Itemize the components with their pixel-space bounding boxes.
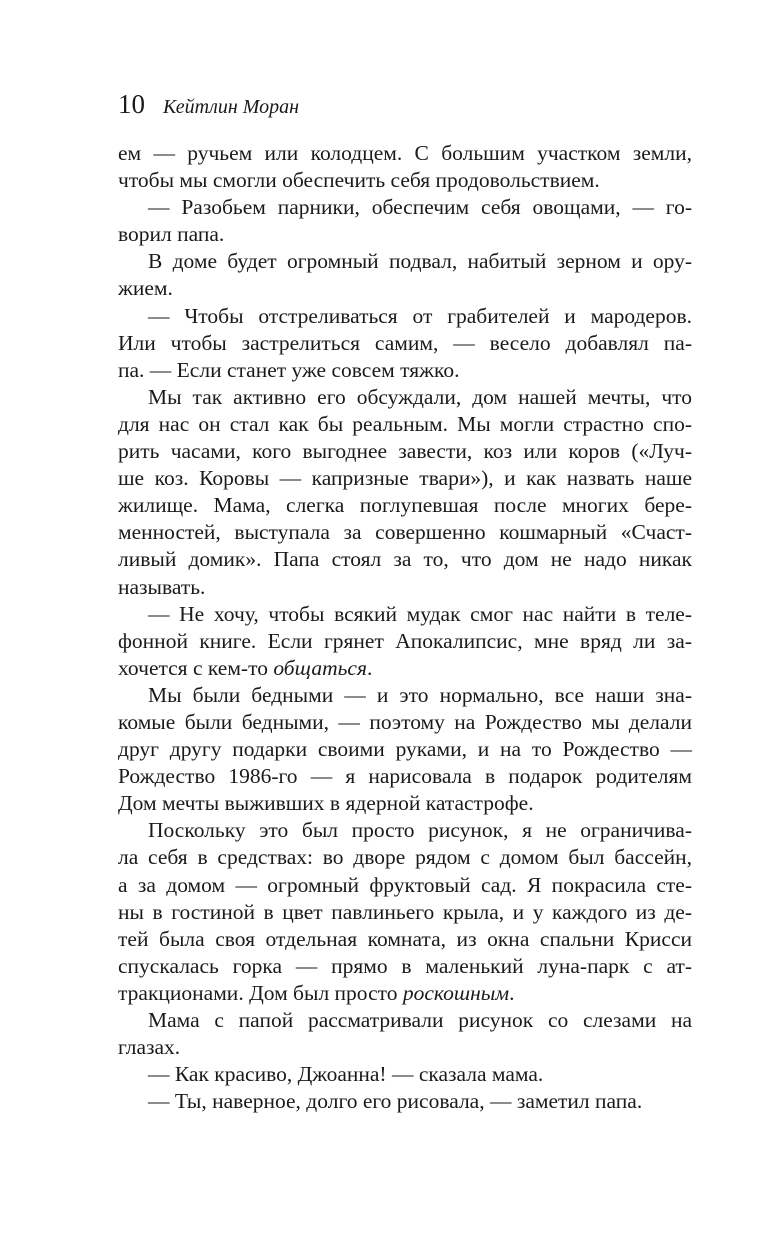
emphasis: роскошным — [402, 980, 510, 1005]
text-line: ше коз. Коровы — капризные твари»), и как назвать наше — [118, 466, 692, 491]
text-line: — Чтобы отстреливаться от грабителей и мародеров. — [148, 303, 692, 328]
running-head-author: Кейтлин Моран — [163, 96, 300, 118]
text-line: па. — Если станет уже совсем тяжко. — [118, 357, 460, 382]
text-line: тракционами. Дом был просто роскошным. — [118, 980, 515, 1005]
text-line: — Не хочу, чтобы всякий мудак смог нас найти в теле- — [148, 601, 692, 626]
text-line: для нас он стал как бы реальным. Мы могли страстно спо- — [118, 411, 692, 436]
text-line: ворил папа. — [118, 222, 225, 247]
text-line: ла себя в средствах: во дворе рядом с домом был бассейн, — [118, 845, 692, 870]
text-line: менностей, выступала за совершенно кошмарный «Счаст- — [118, 520, 692, 545]
text-line: — Ты, наверное, долго его рисовала, — заметил папа. — [148, 1089, 643, 1114]
text-line: тей была своя отдельная комната, из окна спальни Крисси — [118, 926, 692, 951]
text-line: — Разобьем парники, обеспечим себя овощами, — го- — [148, 195, 692, 220]
text-line: глазах. — [118, 1035, 181, 1060]
text-line: чтобы мы смогли обеспечить себя продовольствием. — [118, 168, 600, 193]
text-line: В доме будет огромный подвал, набитый зерном и ору- — [148, 249, 692, 274]
text-line: жием. — [118, 276, 173, 301]
text-line: ны в гостиной в цвет павлиньего крыла, и у каждого из де- — [118, 899, 692, 924]
text-line: — Как красиво, Джоанна! — сказала мама. — [148, 1062, 544, 1087]
text-line: друг другу подарки своими руками, и на то Рождество — — [118, 737, 692, 762]
text-line: Мама с папой рассматривали рисунок со слезами на — [148, 1008, 692, 1032]
text-line: комые были бедными, — поэтому на Рождество мы делали — [118, 709, 692, 734]
text-line: рить часами, кого выгоднее завести, коз или коров («Луч- — [118, 439, 692, 464]
text-line: фонной книге. Если грянет Апокалипсис, мне вряд ли за- — [118, 628, 692, 653]
text-line: спускалась горка — прямо в маленький луна-парк с ат- — [118, 953, 692, 978]
text-line: Дом мечты выживших в ядерной катастрофе. — [118, 791, 534, 816]
text-line: Поскольку это был просто рисунок, я не ограничива- — [148, 818, 692, 843]
text-line: Рождество 1986-го — я нарисовала в подарок родителям — [118, 764, 692, 789]
text-line: называть. — [118, 574, 206, 599]
page-number: 10 — [118, 89, 145, 119]
text-line: ем — ручьем или колодцем. С большим участком земли, — [118, 141, 692, 165]
page-header — [118, 89, 299, 120]
text-line: Мы так активно его обсуждали, дом нашей мечты, что — [148, 384, 692, 409]
text-line: ливый домик». Папа стоял за то, что дом не надо никак — [118, 547, 692, 572]
body-text — [118, 140, 692, 1115]
text-line: жилище. Мама, слегка поглупевшая после многих бере- — [118, 493, 692, 518]
text-line: Мы были бедными — и это нормально, все наши зна- — [148, 682, 692, 707]
text-line: а за домом — огромный фруктовый сад. Я покрасила сте- — [118, 872, 692, 897]
emphasis: общаться — [273, 655, 367, 680]
text-line: Или чтобы застрелиться самим, — весело добавлял па- — [118, 330, 692, 355]
text-line: хочется с кем-то общаться. — [118, 655, 373, 680]
